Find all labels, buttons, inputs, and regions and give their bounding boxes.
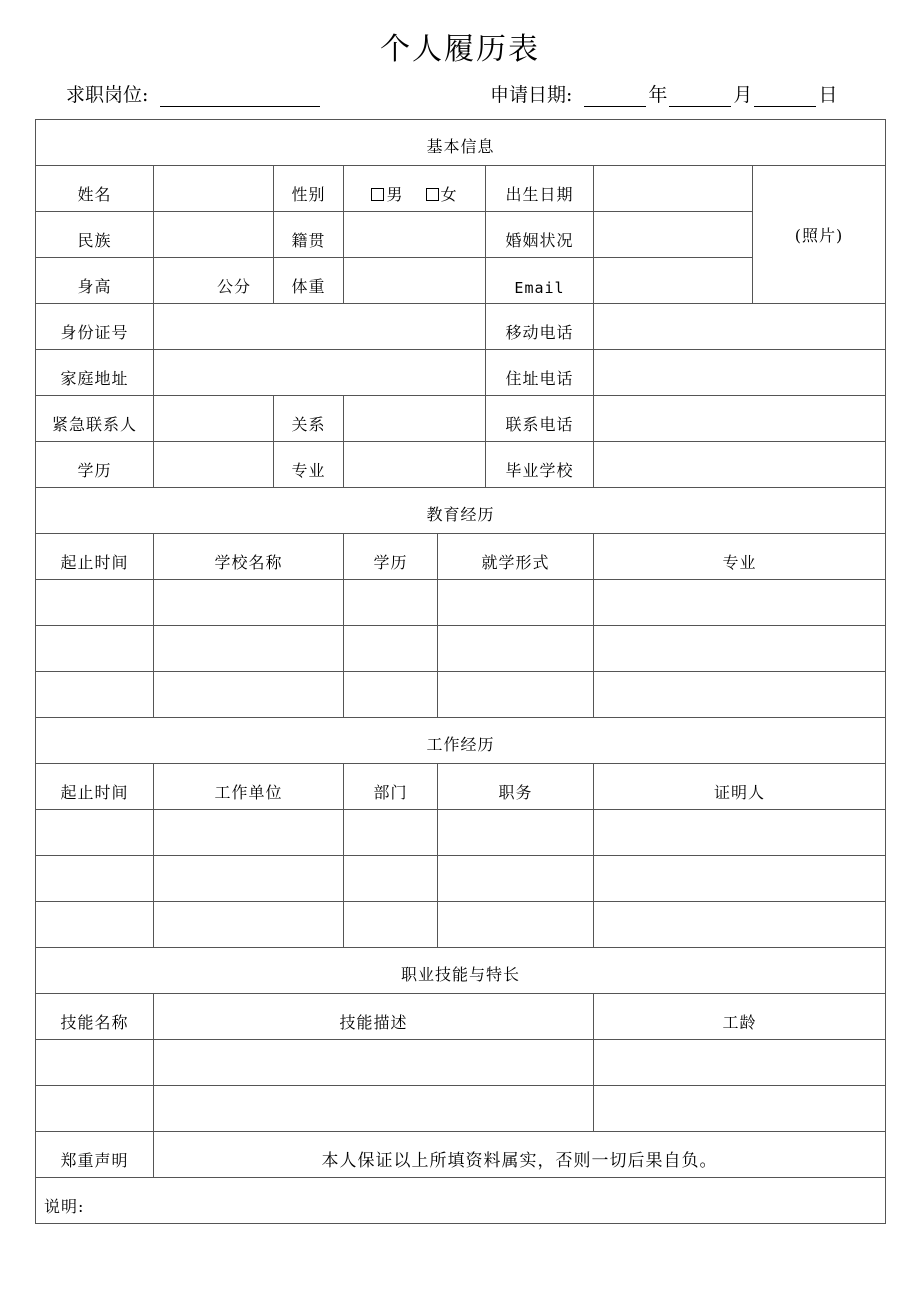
mobile-label: 移动电话: [486, 304, 594, 350]
relation-label: 关系: [274, 396, 344, 442]
ethnicity-input[interactable]: [154, 212, 274, 258]
education-header-row: [36, 534, 886, 580]
edu-col-major: 专业: [594, 534, 886, 580]
mobile-input[interactable]: [594, 304, 886, 350]
edu-mode-input[interactable]: [438, 580, 594, 626]
edu-col-degree: 学历: [344, 534, 438, 580]
edu-period-input[interactable]: [36, 626, 154, 672]
skills-section-row: [36, 948, 886, 994]
month-input[interactable]: [669, 84, 731, 107]
work-col-department: 部门: [344, 764, 438, 810]
education-heading: 教育经历: [36, 488, 886, 534]
work-period-input[interactable]: [36, 856, 154, 902]
graduate-school-input[interactable]: [594, 442, 886, 488]
work-header-row: [36, 764, 886, 810]
basic-row-7: [36, 442, 886, 488]
male-checkbox[interactable]: [371, 188, 384, 201]
weight-input[interactable]: [344, 258, 486, 304]
skill-name-input[interactable]: [36, 1086, 154, 1132]
gender-options: [344, 166, 486, 212]
emergency-contact-input[interactable]: [154, 396, 274, 442]
skill-years-input[interactable]: [594, 1086, 886, 1132]
edu-col-school: 学校名称: [154, 534, 344, 580]
skill-name-input[interactable]: [36, 1040, 154, 1086]
work-heading: 工作经历: [36, 718, 886, 764]
skill-col-years: 工龄: [594, 994, 886, 1040]
home-phone-input[interactable]: [594, 350, 886, 396]
year-input[interactable]: [584, 84, 646, 107]
work-col-reference: 证明人: [594, 764, 886, 810]
page-title: 个人履历表: [380, 32, 540, 67]
skill-col-description: 技能描述: [154, 994, 594, 1040]
basic-row-6: [36, 396, 886, 442]
id-number-label: 身份证号: [36, 304, 154, 350]
major-label: 专业: [274, 442, 344, 488]
female-checkbox[interactable]: [426, 188, 439, 201]
work-title-input[interactable]: [438, 856, 594, 902]
resume-form-table: [35, 119, 886, 1224]
declaration-text: 本人保证以上所填资料属实，否则一切后果自负。: [154, 1132, 886, 1178]
work-period-input[interactable]: [36, 902, 154, 948]
month-label: 月: [733, 84, 753, 106]
work-reference-input[interactable]: [594, 856, 886, 902]
edu-school-input[interactable]: [154, 672, 344, 718]
name-input[interactable]: [154, 166, 274, 212]
email-label: Email: [486, 258, 594, 304]
note-row: [36, 1178, 886, 1224]
table-row: [36, 1040, 886, 1086]
year-label: 年: [648, 84, 668, 106]
skills-heading: 职业技能与特长: [36, 948, 886, 994]
education-input[interactable]: [154, 442, 274, 488]
marital-label: 婚姻状况: [486, 212, 594, 258]
work-reference-input[interactable]: [594, 902, 886, 948]
edu-major-input[interactable]: [594, 580, 886, 626]
name-label: 姓名: [36, 166, 154, 212]
major-input[interactable]: [344, 442, 486, 488]
weight-label: 体重: [274, 258, 344, 304]
table-row: [36, 580, 886, 626]
edu-school-input[interactable]: [154, 626, 344, 672]
edu-major-input[interactable]: [594, 672, 886, 718]
id-number-input[interactable]: [154, 304, 486, 350]
basic-info-heading: 基本信息: [36, 120, 886, 166]
date-label: 申请日期:: [490, 84, 573, 106]
declaration-label: 郑重声明: [36, 1132, 154, 1178]
position-input[interactable]: [160, 84, 320, 107]
edu-col-period: 起止时间: [36, 534, 154, 580]
edu-period-input[interactable]: [36, 580, 154, 626]
basic-row-1: [36, 166, 886, 212]
male-label: 男: [386, 185, 404, 204]
photo-area[interactable]: (照片): [753, 166, 886, 304]
skills-header-row: [36, 994, 886, 1040]
emergency-contact-label: 紧急联系人: [36, 396, 154, 442]
height-unit: 公分: [216, 277, 251, 296]
position-field: [66, 80, 322, 107]
contact-phone-input[interactable]: [594, 396, 886, 442]
work-section-row: [36, 718, 886, 764]
skill-years-input[interactable]: [594, 1040, 886, 1086]
work-title-input[interactable]: [438, 810, 594, 856]
height-label: 身高: [36, 258, 154, 304]
skill-description-input[interactable]: [154, 1040, 594, 1086]
table-row: [36, 1086, 886, 1132]
email-input[interactable]: [594, 258, 753, 304]
day-label: 日: [818, 84, 838, 106]
birth-label: 出生日期: [486, 166, 594, 212]
table-row: [36, 810, 886, 856]
edu-mode-input[interactable]: [438, 672, 594, 718]
work-period-input[interactable]: [36, 810, 154, 856]
declaration-row: [36, 1132, 886, 1178]
edu-degree-input[interactable]: [344, 580, 438, 626]
work-employer-input[interactable]: [154, 856, 344, 902]
work-title-input[interactable]: [438, 902, 594, 948]
edu-mode-input[interactable]: [438, 626, 594, 672]
home-phone-label: 住址电话: [486, 350, 594, 396]
edu-major-input[interactable]: [594, 626, 886, 672]
female-label: 女: [440, 185, 458, 204]
basic-row-5: [36, 350, 886, 396]
work-reference-input[interactable]: [594, 810, 886, 856]
day-input[interactable]: [754, 84, 816, 107]
table-row: [36, 856, 886, 902]
edu-period-input[interactable]: [36, 672, 154, 718]
skill-description-input[interactable]: [154, 1086, 594, 1132]
work-col-employer: 工作单位: [154, 764, 344, 810]
table-row: [36, 902, 886, 948]
address-label: 家庭地址: [36, 350, 154, 396]
work-department-input[interactable]: [344, 902, 438, 948]
work-department-input[interactable]: [344, 856, 438, 902]
education-label: 学历: [36, 442, 154, 488]
height-input[interactable]: [154, 258, 274, 304]
application-date-field: [490, 80, 837, 107]
work-col-title: 职务: [438, 764, 594, 810]
table-row: [36, 626, 886, 672]
edu-school-input[interactable]: [154, 580, 344, 626]
native-place-label: 籍贯: [274, 212, 344, 258]
edu-col-mode: 就学形式: [438, 534, 594, 580]
work-col-period: 起止时间: [36, 764, 154, 810]
education-section-row: [36, 488, 886, 534]
native-place-input[interactable]: [344, 212, 486, 258]
position-label: 求职岗位:: [66, 84, 149, 106]
ethnicity-label: 民族: [36, 212, 154, 258]
work-department-input[interactable]: [344, 810, 438, 856]
work-employer-input[interactable]: [154, 810, 344, 856]
contact-phone-label: 联系电话: [486, 396, 594, 442]
note-label: 说明:: [44, 1197, 85, 1216]
note-field[interactable]: [36, 1178, 886, 1224]
relation-input[interactable]: [344, 396, 486, 442]
gender-label: 性别: [274, 166, 344, 212]
work-employer-input[interactable]: [154, 902, 344, 948]
basic-info-section-row: [36, 120, 886, 166]
skill-col-name: 技能名称: [36, 994, 154, 1040]
marital-input[interactable]: [594, 212, 753, 258]
graduate-school-label: 毕业学校: [486, 442, 594, 488]
edu-degree-input[interactable]: [344, 626, 438, 672]
table-row: [36, 672, 886, 718]
edu-degree-input[interactable]: [344, 672, 438, 718]
basic-row-4: [36, 304, 886, 350]
birth-input[interactable]: [594, 166, 753, 212]
address-input[interactable]: [154, 350, 486, 396]
